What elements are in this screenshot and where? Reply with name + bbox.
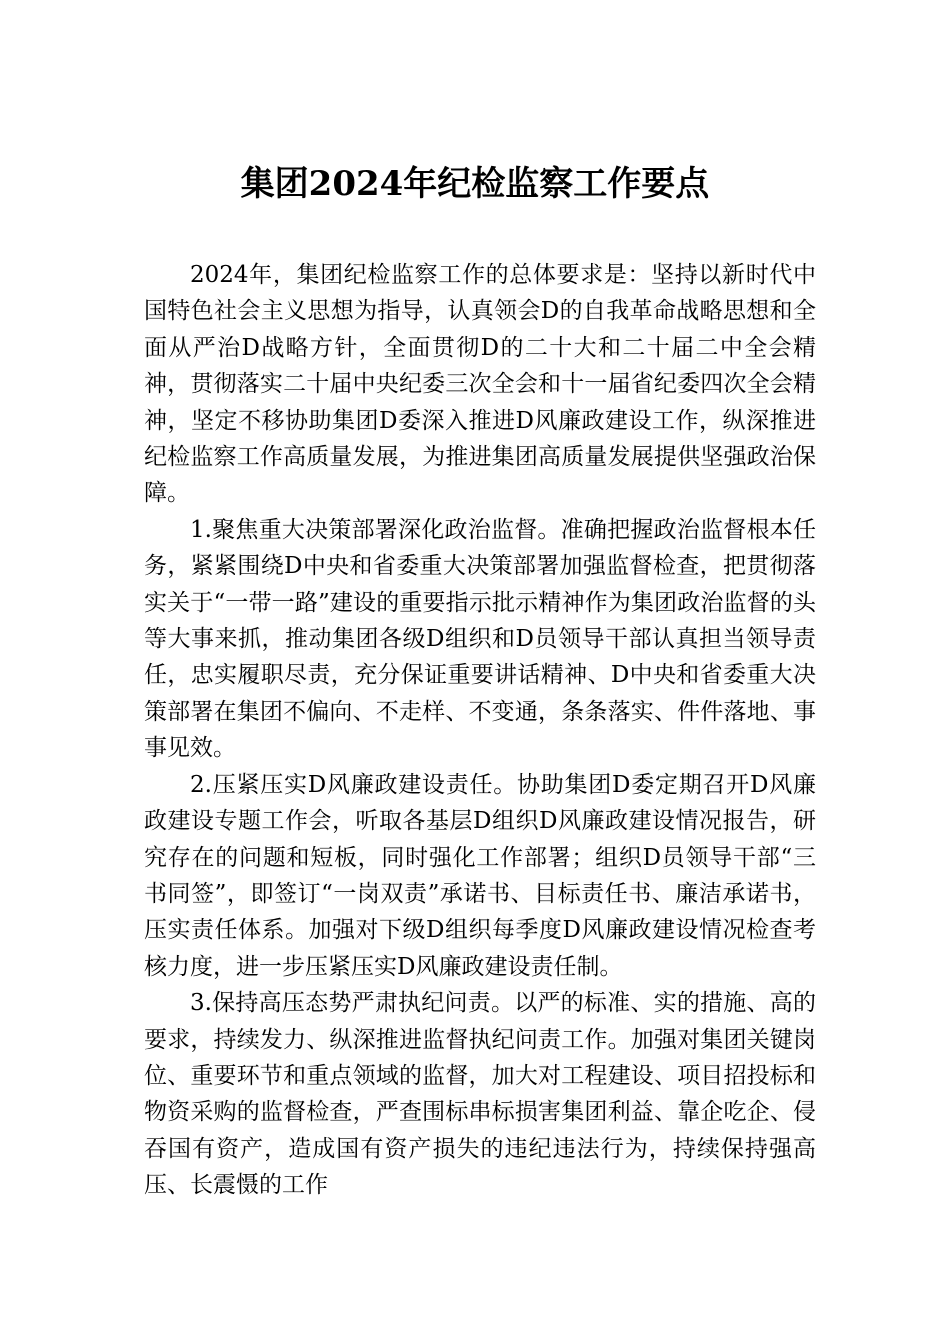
paragraph-intro: 2024年，集团纪检监察工作的总体要求是：坚持以新时代中国特色社会主义思想为指导，认真领会D的自我革命战略思想和全面从严治D战略方针，全面贯彻D的二十大和二十届二中全会精神，贯彻落实二十届中央纪委三次全会和十一届省纪委四次全会精神，坚定不移协助集团D委深入推进D风廉政建设工作，纵深推进纪检监察工作高质量发展，为推进集团高质量发展提供坚强政治保障。 (144, 262, 816, 507)
paragraph-item-3: 3.保持高压态势严肃执纪问责。以严的标准、实的措施、高的要求，持续发力、纵深推进监督执纪问责工作。加强对集团关键岗位、重要环节和重点领域的监督，加大对工程建设、项目招投标和物资采购的监督检查，严查围标串标损害集团利益、靠企吃企、侵吞国有资产，造成国有资产损失的违纪违法行为，持续保持强高压、长震慑的工作 (144, 990, 816, 1199)
paragraph-item-1: 1.聚焦重大决策部署深化政治监督。准确把握政治监督根本任务，紧紧围绕D中央和省委重大决策部署加强监督检查，把贯彻落实关于“一带一路”建设的重要指示批示精神作为集团政治监督的头等大事来抓，推动集团各级D组织和D员领导干部认真担当领导责任，忠实履职尽责，充分保证重要讲话精神、D中央和省委重大决策部署在集团不偏向、不走样、不变通，条条落实、件件落地、事事见效。 (144, 516, 816, 762)
document-body (144, 257, 816, 1204)
paragraph-item-2: 2.压紧压实D风廉政建设责任。协助集团D委定期召开D风廉政建设专题工作会，听取各基层D组织D风廉政建设情况报告，研究存在的问题和短板，同时强化工作部署；组织D员领导干部“三书同签”，即签订“一岗双责”承诺书、目标责任书、廉洁承诺书，压实责任体系。加强对下级D组织每季度D风廉政建设情况检查考核力度，进一步压紧压实D风廉政建设责任制。 (144, 771, 816, 980)
document-title: 集团2024年纪检监察工作要点 (240, 164, 710, 204)
